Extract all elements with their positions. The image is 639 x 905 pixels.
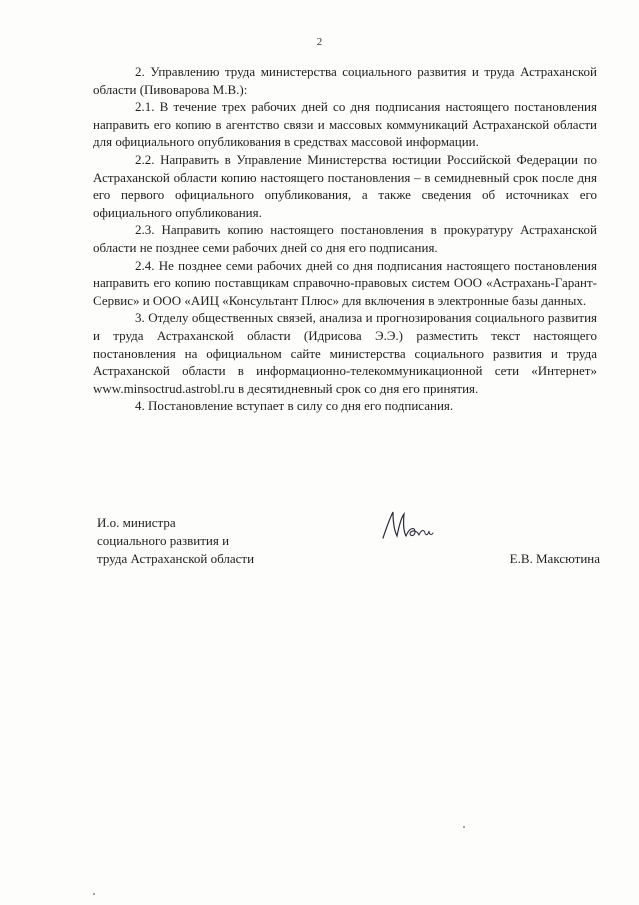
- paragraph-2-4: 2.4. Не позднее семи рабочих дней со дня подписания настоящего постановления направить его копию поставщикам справочно-правовых систем ООО «Астрахань-Гарант-Сервис» и ООО «АИЦ «Консультант Плюс» для включения в электронные базы данных.: [93, 257, 597, 308]
- signer-name: Е.В. Максютина: [509, 551, 600, 566]
- paragraph-2-3: 2.3. Направить копию настоящего постановления в прокуратуру Астраханской области не позднее семи рабочих дней со дня его подписания.: [93, 222, 597, 255]
- paragraph-2-2: 2.2. Направить в Управление Министерства юстиции Российской Федерации по Астраханской области копию настоящего постановления – в семидневный срок после дня его первого официального опубликования, а также сведения об источниках его официального опубликования.: [93, 151, 597, 220]
- paragraph-3: 3. Отделу общественных связей, анализа и прогнозирования социального развития и труда Астраханской области (Идрисова Э.Э.) разместить текст настоящего постановления на официальном сайте министерства социального развития и труда Астраханской области в информационно-телекоммуникационной сети «Интернет» www.minsoctrud.astrobl.ru в десятидневный срок со дня его принятия.: [93, 310, 597, 396]
- document-body: [93, 63, 597, 415]
- paragraph-2-1: 2.1. В течение трех рабочих дней со дня подписания настоящего постановления направить его копию в агентство связи и массовых коммуникаций Астраханской области для официального опубликования в средствах массовой информации.: [93, 99, 597, 150]
- paragraph-4: 4. Постановление вступает в силу со дня его подписания.: [135, 398, 454, 414]
- paragraph-2: 2. Управлению труда министерства социального развития и труда Астраханской области (Пивоварова М.В.):: [93, 64, 597, 97]
- signer-title-line-2: социального развития и: [97, 533, 230, 548]
- scan-speck: [93, 893, 95, 895]
- signer-title-line-1: И.о. министра: [97, 515, 176, 530]
- signature-block: [97, 514, 600, 568]
- scan-speck: [463, 826, 465, 828]
- signer-title-line-3: труда Астраханской области: [97, 551, 255, 566]
- page-number: 2: [316, 36, 323, 48]
- handwritten-signature: [379, 508, 435, 542]
